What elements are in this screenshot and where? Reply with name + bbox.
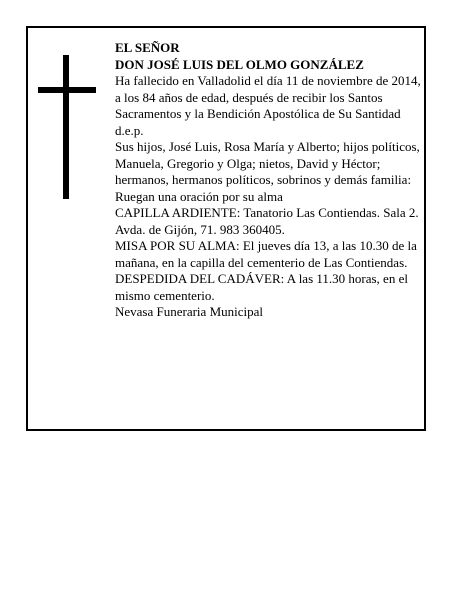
prayer-request: Ruegan una oración por su alma [115, 188, 283, 204]
obituary-notice [26, 26, 426, 431]
cross-icon [38, 55, 98, 199]
deceased-name: DON JOSÉ LUIS DEL OLMO GONZÁLEZ [115, 56, 364, 72]
mass-info: MISA POR SU ALMA: El jueves día 13, a las 10.30 de la mañana, en la capilla del cementerio de Las Contiendas. [115, 238, 417, 270]
notice-title: EL SEÑOR [115, 40, 180, 55]
farewell-info: DESPEDIDA DEL CADÁVER: A las 11.30 horas, en el mismo cementerio. [115, 271, 408, 303]
notice-text [115, 40, 423, 321]
rip-abbreviation: d.e.p. [115, 122, 144, 138]
chapel-info: CAPILLA ARDIENTE: Tanatorio Las Contiendas. Sala 2. Avda. de Gijón, 71. 983 360405. [115, 205, 419, 237]
death-statement: Ha fallecido en Valladolid el día 11 de noviembre de 2014, a los 84 años de edad, después de recibir los Santos Sacramentos y la Bendición Apostólica de Su Santidad [115, 73, 421, 121]
funeral-home: Nevasa Funeraria Municipal [115, 304, 264, 319]
family-list: Sus hijos, José Luis, Rosa María y Alberto; hijos políticos, Manuela, Gregorio y Olga; nietos, David y Héctor; hermanos, hermanos políticos, sobrinos y demás familia: [115, 139, 420, 187]
